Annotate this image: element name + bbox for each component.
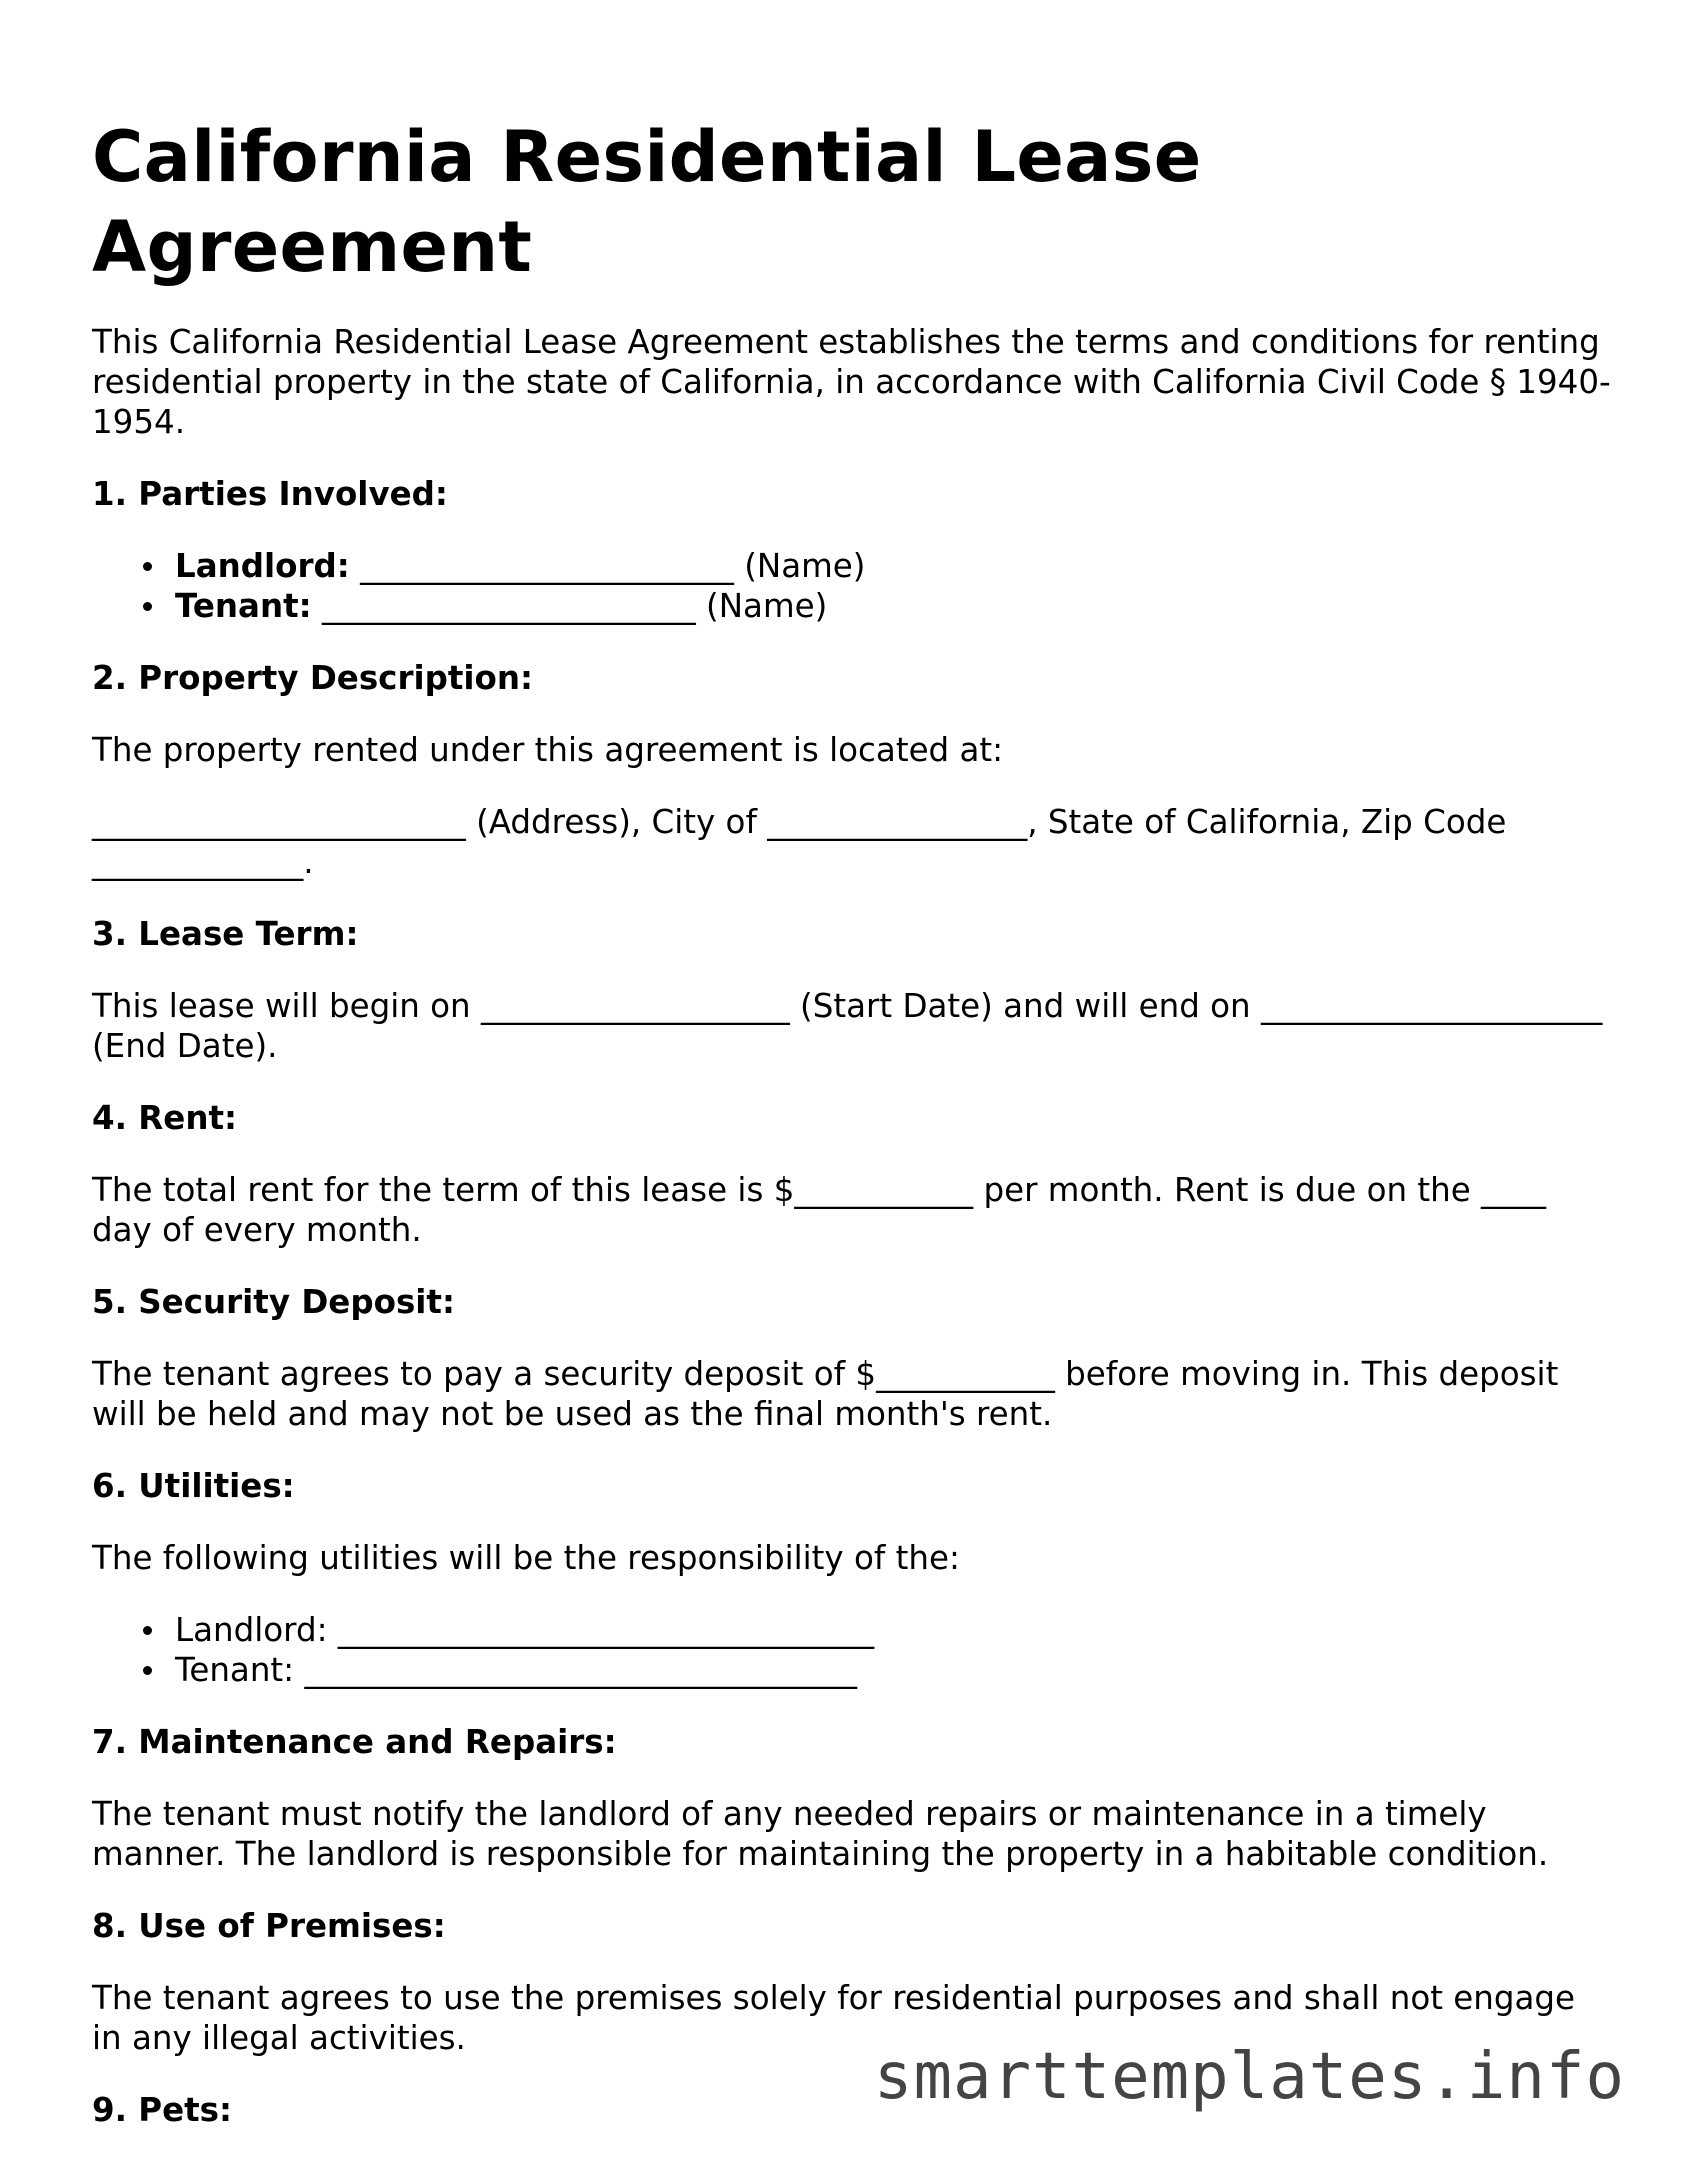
section-8-heading: 8. Use of Premises: xyxy=(92,1907,446,1945)
section-9-heading: 9. Pets: xyxy=(92,2091,233,2129)
utilities-tenant-item: Tenant: __________________________________ xyxy=(175,1650,1612,1690)
parties-list xyxy=(92,546,1612,626)
section-3-heading: 3. Lease Term: xyxy=(92,915,359,953)
section-5-heading: 5. Security Deposit: xyxy=(92,1283,455,1321)
landlord-blank: _______________________ (Name) xyxy=(349,547,866,585)
section-7-heading: 7. Maintenance and Repairs: xyxy=(92,1723,617,1761)
watermark-text: smarttemplates.info xyxy=(873,2040,1625,2114)
section-4-paragraph: The total rent for the term of this lease is $___________ per month. Rent is due on the ____ day of every month. xyxy=(92,1171,1547,1249)
section-2-heading: 2. Property Description: xyxy=(92,659,534,697)
document-title: California Residential Lease Agreement xyxy=(92,116,1202,288)
utilities-list xyxy=(92,1610,1612,1690)
section-1-heading: 1. Parties Involved: xyxy=(92,475,448,513)
parties-landlord-item xyxy=(175,546,1612,586)
document-page xyxy=(92,112,1612,2162)
section-4-heading: 4. Rent: xyxy=(92,1099,238,1137)
section-2-paragraph-1: The property rented under this agreement is located at: xyxy=(92,731,1004,769)
intro-paragraph: This California Residential Lease Agreement establishes the terms and conditions for renting residential property in the state of California, in accordance with California Civil Code § 1940-1954. xyxy=(92,323,1611,441)
section-5-paragraph: The tenant agrees to pay a security deposit of $___________ before moving in. This deposit will be held and may not be used as the final month's rent. xyxy=(92,1355,1559,1433)
tenant-label: Tenant: xyxy=(175,587,312,625)
section-2-paragraph-2: _______________________ (Address), City of ________________, State of California, Zip Code _____________. xyxy=(92,803,1507,881)
section-3-paragraph: This lease will begin on ___________________ (Start Date) and will end on _____________________ (End Date). xyxy=(92,987,1603,1065)
utilities-landlord-item: Landlord: _________________________________ xyxy=(175,1610,1612,1650)
tenant-blank: _______________________ (Name) xyxy=(311,587,828,625)
parties-tenant-item xyxy=(175,586,1612,626)
section-6-paragraph: The following utilities will be the responsibility of the: xyxy=(92,1539,960,1577)
section-7-paragraph: The tenant must notify the landlord of any needed repairs or maintenance in a timely manner. The landlord is responsible for maintaining the property in a habitable condition. xyxy=(92,1795,1549,1873)
section-6-heading: 6. Utilities: xyxy=(92,1467,295,1505)
section-8-paragraph: The tenant agrees to use the premises solely for residential purposes and shall not engage in any illegal activities. xyxy=(92,1979,1576,2057)
landlord-label: Landlord: xyxy=(175,547,350,585)
